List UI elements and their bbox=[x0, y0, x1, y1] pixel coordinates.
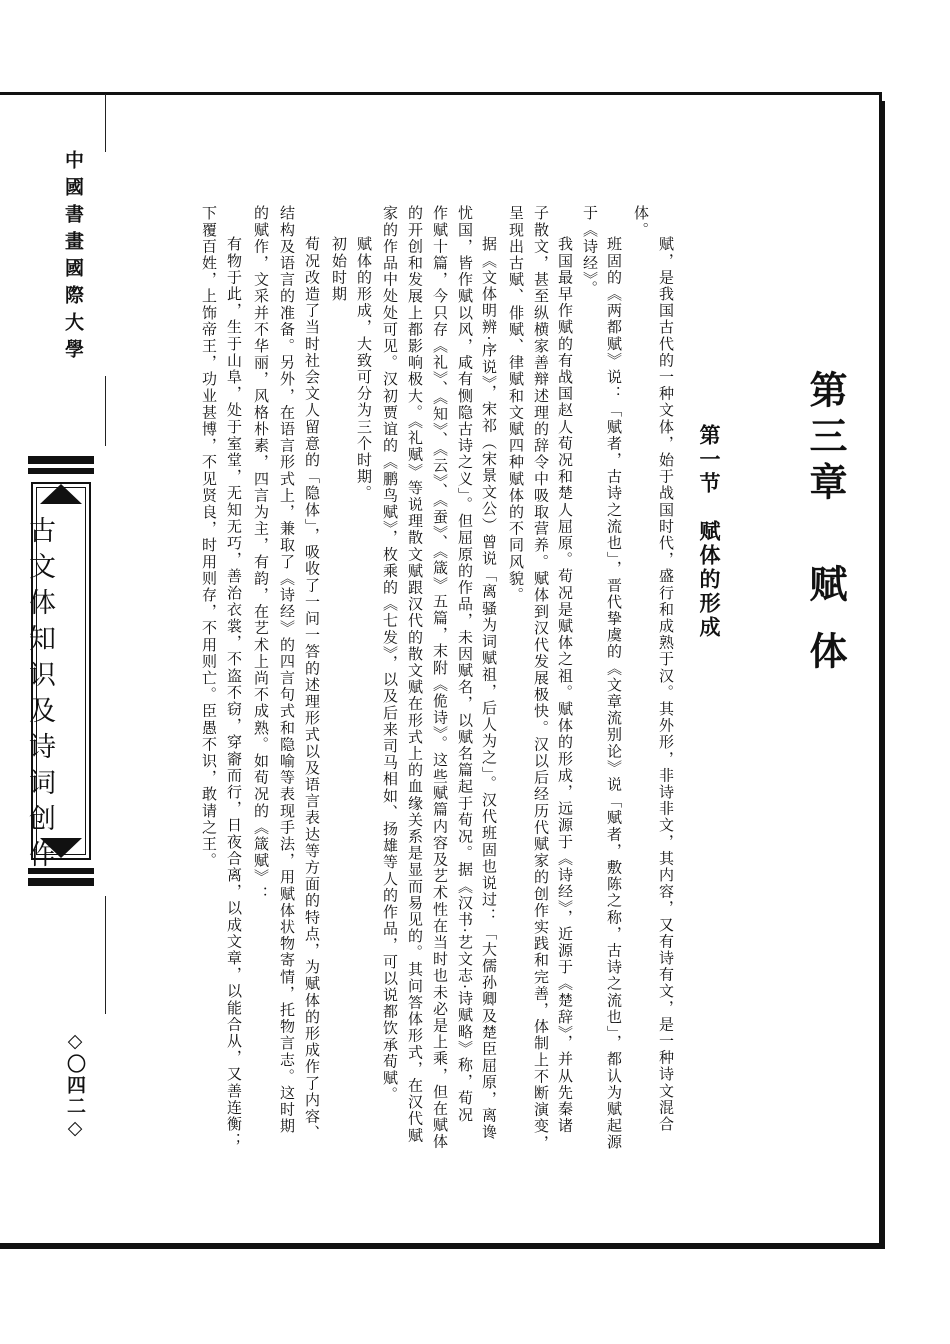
book-title: 古文体知识及诗词创作 bbox=[24, 516, 55, 876]
sidebar-divider-bottom bbox=[105, 896, 106, 1014]
text-column: 家的作品中处处可见。汉初贾谊的《鹏鸟赋》，枚乘的《七发》，以及后来司马相如、扬雄等人的作品，可以说都饮承荀赋。 bbox=[381, 205, 399, 1103]
text-column: 荀况改造了当时社会文人留意的「隐体」，吸收了一问一答的述理形式以及语言表达等方面的特点，为赋体的形成作了内容、 bbox=[303, 236, 321, 1142]
text-column: 的开创和发展上都影响极大。《礼赋》等说理散文赋跟汉代的散文赋在形式上的血缘关系是显而易见的。其问答体形式，在汉代赋 bbox=[406, 205, 424, 1144]
text-column: 赋，是我国古代的一种文体，始于战国时代，盛行和成熟于汉。其外形，非诗非文，其内容，又有诗有文，是一种诗文混合 bbox=[657, 236, 675, 1133]
chapter-label: 第三章 bbox=[803, 370, 848, 508]
text-column: 下覆百姓，上饰帝王，功业甚博，不见贤良，时用则存，不用则亡。臣愚不识，敢请之王。 bbox=[200, 205, 218, 869]
text-column: 体。 bbox=[632, 205, 650, 239]
page-number: ◇〇四二◇ bbox=[64, 1030, 86, 1141]
text-column: 有物于此，生于山阜，处于室堂，无知无巧，善治衣裳，不盗不窃，穿窬而行，日夜合离，以成文章，以能合从，又善连衡； bbox=[225, 236, 243, 1149]
sidebar-divider-middle bbox=[105, 376, 106, 446]
text-column: 结构及语言的准备。另外，在语言形式上，兼取了《诗经》的四言句式和隐喻等表现手法，用赋体状物寄情，托物言志。这时期 bbox=[278, 205, 296, 1135]
series-title: 中國書畫國際大學 bbox=[62, 150, 84, 366]
sidebar-divider-top bbox=[105, 94, 106, 152]
text-column: 我国最早作赋的有战国赵人荀况和楚人屈原。荀况是赋体之祖。赋体的形成，远源于《诗经》，近源于《楚辞》，并从先秦诸 bbox=[556, 236, 574, 1134]
text-column: 的赋作，文采并不华丽，风格朴素，四言为主，有韵，在艺术上尚不成熟。如荀况的《箴赋》： bbox=[252, 205, 270, 903]
text-column: 班固的《两都赋》说：「赋者，古诗之流也」，晋代挚虞的《文章流别论》说「赋者，敷陈之称，古诗之流也」，都认为赋起源 bbox=[605, 236, 623, 1151]
text-column: 于《诗经》。 bbox=[581, 205, 599, 298]
section-title: 赋体的形成 bbox=[697, 520, 722, 640]
text-column: 子散文，甚至纵横家善辩述理的辞令中吸取营养。赋体到汉代发展极快。汉以后经历代赋家的创作实践和完善，体制上不断演变， bbox=[532, 205, 550, 1152]
text-column: 作赋十篇，今只存《礼》、《知》、《云》、《蚕》、《箴》五篇，末附《佹诗》。这些赋篇内容及艺术性在当时也未必是上乘，但在赋体 bbox=[431, 205, 449, 1151]
section-heading bbox=[694, 424, 724, 640]
chapter-heading bbox=[798, 370, 853, 677]
section-label: 第一节 bbox=[697, 424, 722, 496]
text-column: 据《文体明辨·序说》，宋祁（宋景文公）曾说「离骚为词赋祖，后人为之」。汉代班固也说过：「大儒孙卿及楚臣屈原，离谗 bbox=[480, 236, 498, 1141]
text-column: 忧国，皆作赋以风，咸有恻隐古诗之义」。但屈原的作品，未因赋名，以赋名篇起于荀况。据《汉书·艺文志·诗赋略》称，荀况 bbox=[456, 205, 474, 1124]
text-column: 初始时期 bbox=[330, 236, 348, 303]
text-column: 呈现出古赋、俳赋、律赋和文赋四种赋体的不同风貌。 bbox=[507, 205, 525, 604]
text-column: 赋体的形成，大致可分为三个时期。 bbox=[355, 236, 373, 502]
chapter-title: 赋 体 bbox=[803, 564, 848, 678]
